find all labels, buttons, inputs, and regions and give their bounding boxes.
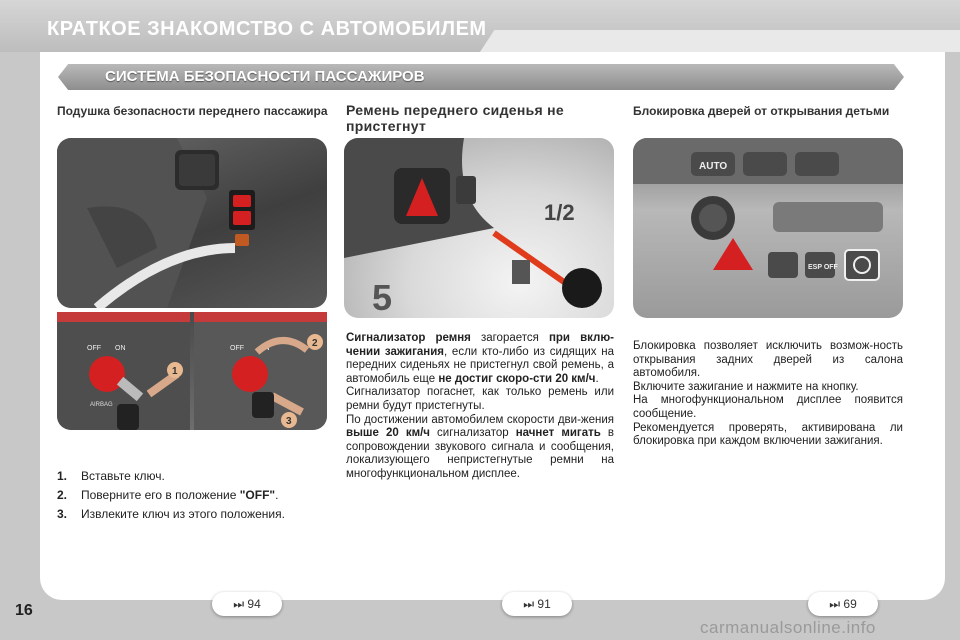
key-fob-left: [117, 404, 139, 430]
childlock-text: [633, 340, 903, 449]
page-title: КРАТКОЕ ЗНАКОМСТВО С АВТОМОБИЛЕМ: [47, 18, 487, 40]
childlock-heading: Блокировка дверей от открывания детьми: [633, 104, 890, 118]
airbag-heading: Подушка безопасности переднего пассажира: [57, 104, 328, 118]
svg-text:3: 3: [286, 416, 292, 427]
seat-buttons: [773, 202, 883, 232]
header-band: [0, 0, 960, 52]
page-number: 16: [15, 602, 33, 619]
skip-forward-icon: ⏭: [829, 597, 841, 611]
airbag-switch-right: [232, 356, 268, 392]
airbag-switch-image: [57, 312, 327, 430]
childlock-paragraph-3: На многофункциональном дисплее появится сообщение.: [633, 394, 903, 420]
list-item: 3. Извлеките ключ из этого положения.: [57, 507, 285, 521]
gauge-hub: [562, 268, 602, 308]
list-item: 2. Поверните его в положение "OFF".: [57, 488, 279, 502]
airbag-steps-list: [57, 467, 327, 524]
switch-airbag-label: AIRBAG: [90, 402, 113, 408]
skip-forward-icon: ⏭: [523, 597, 535, 611]
key-fob-right: [252, 392, 274, 418]
airbag-dashboard-image: [57, 138, 327, 308]
seatbelt-paragraph-3: По достижении автомобилем скорости дви-жения выше 20 км/ч сигнализатор начнет мигать в сопровождении звукового сигнала и сообщения, локализующего непристегнутые ремни на многофункциональном дисплее.: [346, 413, 614, 480]
section-title: СИСТЕМА БЕЗОПАСНОСТИ ПАССАЖИРОВ: [105, 68, 425, 85]
childlock-paragraph-2: Включите зажигание и нажмите на кнопку.: [633, 380, 859, 393]
childlock-paragraph-4: Рекомендуется проверять, активирована ли блокировка при каждом включении зажигания.: [633, 421, 903, 448]
header-decor: [480, 30, 960, 52]
seatbelt-paragraph-1: Сигнализатор ремня загорается при вклю-чении зажигания, если кто-либо из сидящих на передних сиденьях не пристегнул свой ремень, а автомобиль еще не достиг скоро-сти 20 км/ч.: [346, 332, 615, 385]
auto-label: AUTO: [699, 161, 728, 172]
fuel-pump-icon: [512, 260, 530, 284]
switch-on-label-2: ON: [259, 345, 270, 352]
console-buttons-image: [633, 138, 903, 318]
svg-text:2: 2: [312, 338, 318, 349]
hazard-button-icon: [713, 238, 753, 270]
page-ref-91[interactable]: ⏭ 91: [502, 592, 572, 616]
svg-text:1: 1: [172, 366, 178, 377]
seatbelt-text: [346, 332, 614, 482]
watermark: carmanualsonline.info: [700, 618, 876, 637]
switch-off-label: OFF: [87, 345, 101, 352]
esp-off-label: ESP OFF: [808, 264, 838, 271]
seatbelt-gauge-image: [344, 138, 614, 318]
seatbelt-paragraph-2: Сигнализатор погаснет, как только ремень или ремни будут пристегнуты.: [346, 386, 614, 412]
seatbelt-heading: Ремень переднего сиденья не пристегнут: [346, 102, 565, 134]
skip-forward-icon: ⏭: [233, 597, 245, 611]
list-item: 1. Вставьте ключ.: [57, 469, 165, 483]
gauge-five-label: 5: [372, 277, 393, 318]
child-lock-button-icon: [845, 250, 879, 280]
childlock-paragraph-1: Блокировка позволяет исключить возмож-ность открывания задних дверей из салона автомобиля.: [633, 340, 903, 380]
page-ref-94[interactable]: ⏭ 94: [212, 592, 282, 616]
page-ref-69[interactable]: ⏭ 69: [808, 592, 878, 616]
switch-off-label-2: OFF: [230, 345, 244, 352]
gauge-half-label: 1/2: [544, 200, 575, 225]
switch-on-label: ON: [115, 345, 126, 352]
fuel-indicator-icon: [456, 176, 476, 204]
